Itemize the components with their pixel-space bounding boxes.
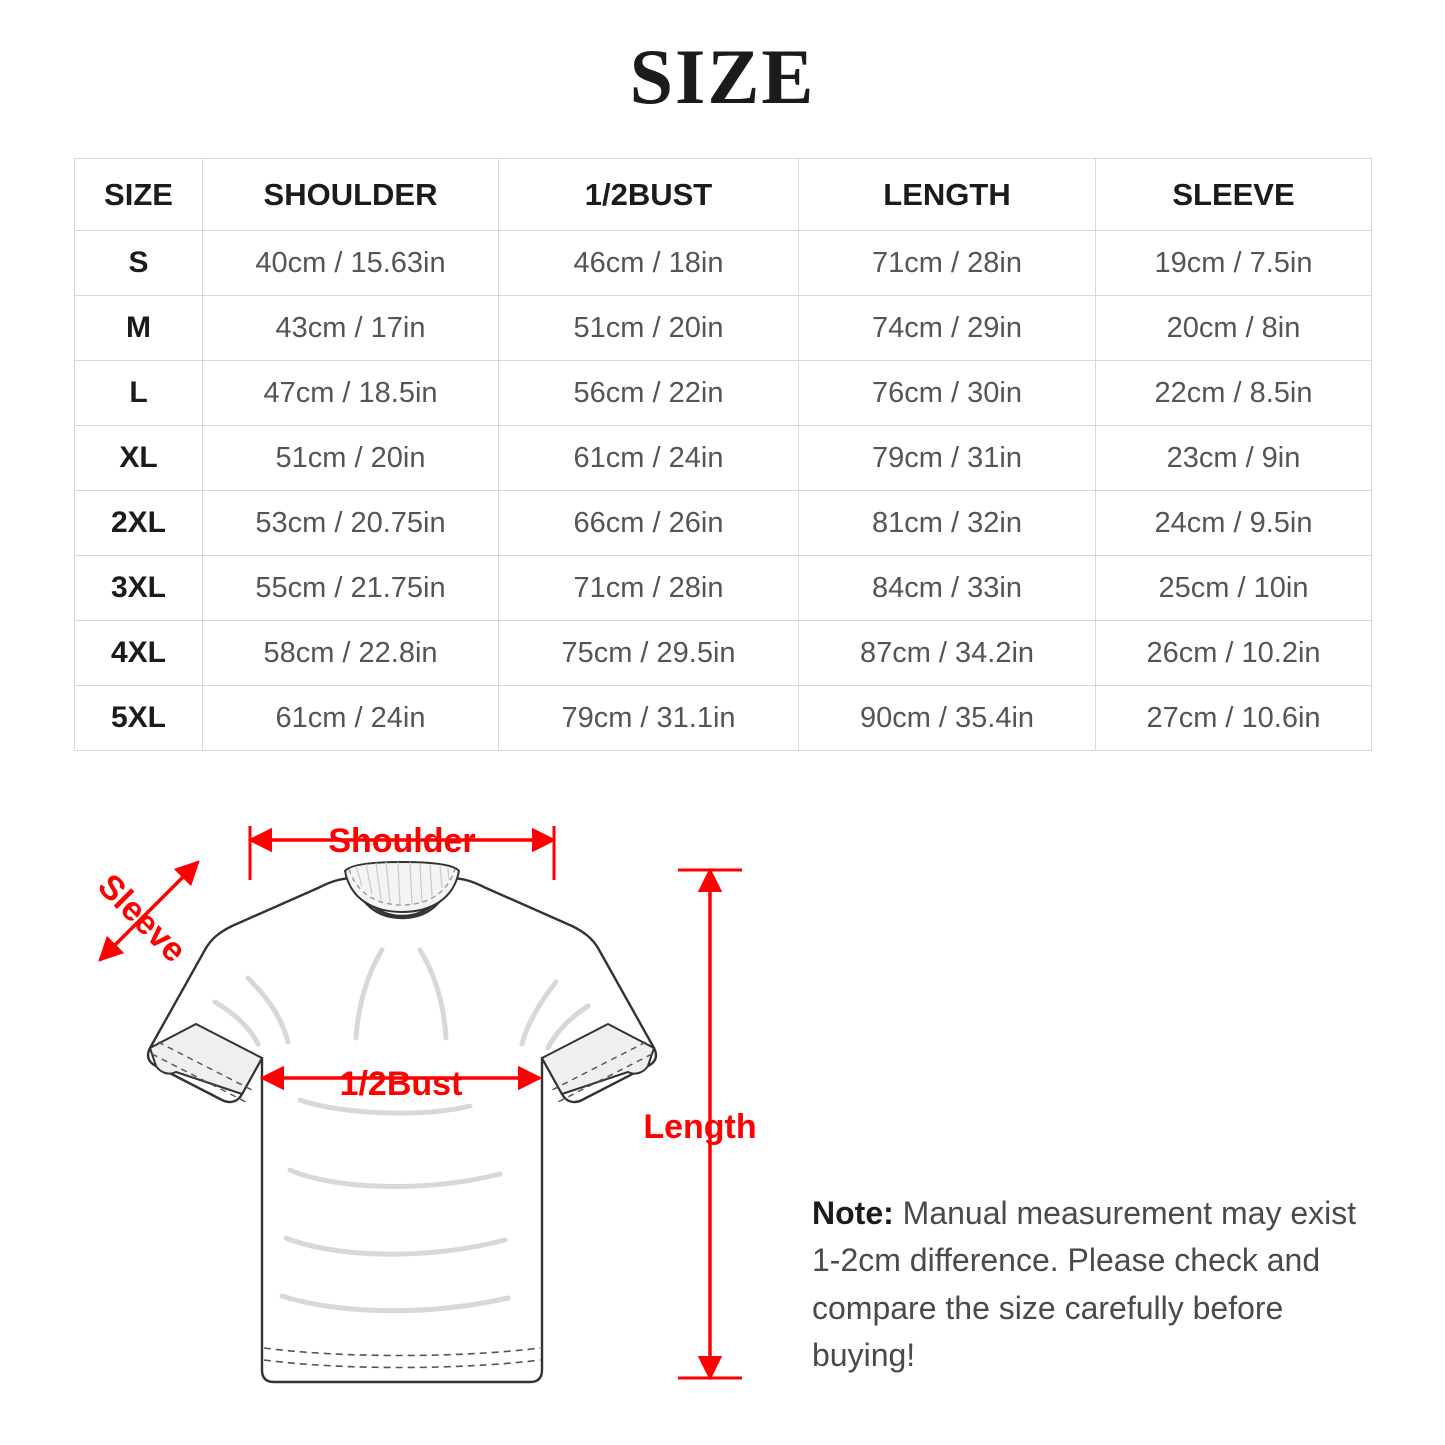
page-title: SIZE [629, 33, 816, 120]
cell-size: 4XL [75, 621, 203, 686]
cell-length: 71cm / 28in [799, 231, 1096, 296]
table-row [75, 426, 1372, 491]
cell-length: 76cm / 30in [799, 361, 1096, 426]
measure-label-bust: 1/2Bust [339, 1065, 463, 1103]
cell-bust: 71cm / 28in [499, 556, 799, 621]
cell-bust: 75cm / 29.5in [499, 621, 799, 686]
cell-bust: 79cm / 31.1in [499, 686, 799, 751]
measure-length [643, 870, 756, 1378]
cell-bust: 51cm / 20in [499, 296, 799, 361]
column-header-shoulder: SHOULDER [203, 159, 499, 231]
cell-size: XL [75, 426, 203, 491]
cell-sleeve: 19cm / 7.5in [1096, 231, 1372, 296]
cell-shoulder: 55cm / 21.75in [203, 556, 499, 621]
size-chart-table-container [74, 158, 1371, 751]
table-row [75, 296, 1372, 361]
table-row [75, 361, 1372, 426]
column-header-bust: 1/2BUST [499, 159, 799, 231]
column-header-length: LENGTH [799, 159, 1096, 231]
cell-bust: 66cm / 26in [499, 491, 799, 556]
cell-length: 84cm / 33in [799, 556, 1096, 621]
cell-shoulder: 47cm / 18.5in [203, 361, 499, 426]
cell-shoulder: 43cm / 17in [203, 296, 499, 361]
note-text: Manual measurement may exist 1-2cm difference. Please check and compare the size carefully before buying! [812, 1195, 1357, 1374]
cell-bust: 56cm / 22in [499, 361, 799, 426]
cell-sleeve: 26cm / 10.2in [1096, 621, 1372, 686]
cell-sleeve: 20cm / 8in [1096, 296, 1372, 361]
cell-size: 2XL [75, 491, 203, 556]
cell-shoulder: 61cm / 24in [203, 686, 499, 751]
cell-length: 79cm / 31in [799, 426, 1096, 491]
cell-shoulder: 58cm / 22.8in [203, 621, 499, 686]
size-chart-table [74, 158, 1372, 751]
table-row [75, 621, 1372, 686]
note-label: Note: [812, 1195, 894, 1231]
column-header-size: SIZE [75, 159, 203, 231]
cell-size: M [75, 296, 203, 361]
table-row [75, 231, 1372, 296]
cell-size: L [75, 361, 203, 426]
cell-sleeve: 22cm / 8.5in [1096, 361, 1372, 426]
measure-label-shoulder: Shoulder [328, 822, 476, 860]
cell-shoulder: 40cm / 15.63in [203, 231, 499, 296]
cell-shoulder: 53cm / 20.75in [203, 491, 499, 556]
table-row [75, 556, 1372, 621]
cell-sleeve: 25cm / 10in [1096, 556, 1372, 621]
cell-sleeve: 23cm / 9in [1096, 426, 1372, 491]
table-row [75, 686, 1372, 751]
tshirt-illustration [148, 862, 656, 1382]
cell-sleeve: 27cm / 10.6in [1096, 686, 1372, 751]
cell-length: 81cm / 32in [799, 491, 1096, 556]
cell-shoulder: 51cm / 20in [203, 426, 499, 491]
measure-label-length: Length [643, 1108, 757, 1146]
column-header-sleeve: SLEEVE [1096, 159, 1372, 231]
measure-sleeve [90, 862, 198, 970]
cell-length: 74cm / 29in [799, 296, 1096, 361]
cell-bust: 61cm / 24in [499, 426, 799, 491]
measure-label-sleeve: Sleeve [90, 866, 194, 970]
cell-length: 87cm / 34.2in [799, 621, 1096, 686]
cell-size: S [75, 231, 203, 296]
cell-bust: 46cm / 18in [499, 231, 799, 296]
cell-size: 3XL [75, 556, 203, 621]
table-row [75, 491, 1372, 556]
note-block [812, 1190, 1387, 1379]
cell-size: 5XL [75, 686, 203, 751]
cell-sleeve: 24cm / 9.5in [1096, 491, 1372, 556]
cell-length: 90cm / 35.4in [799, 686, 1096, 751]
table-header-row [75, 159, 1372, 231]
